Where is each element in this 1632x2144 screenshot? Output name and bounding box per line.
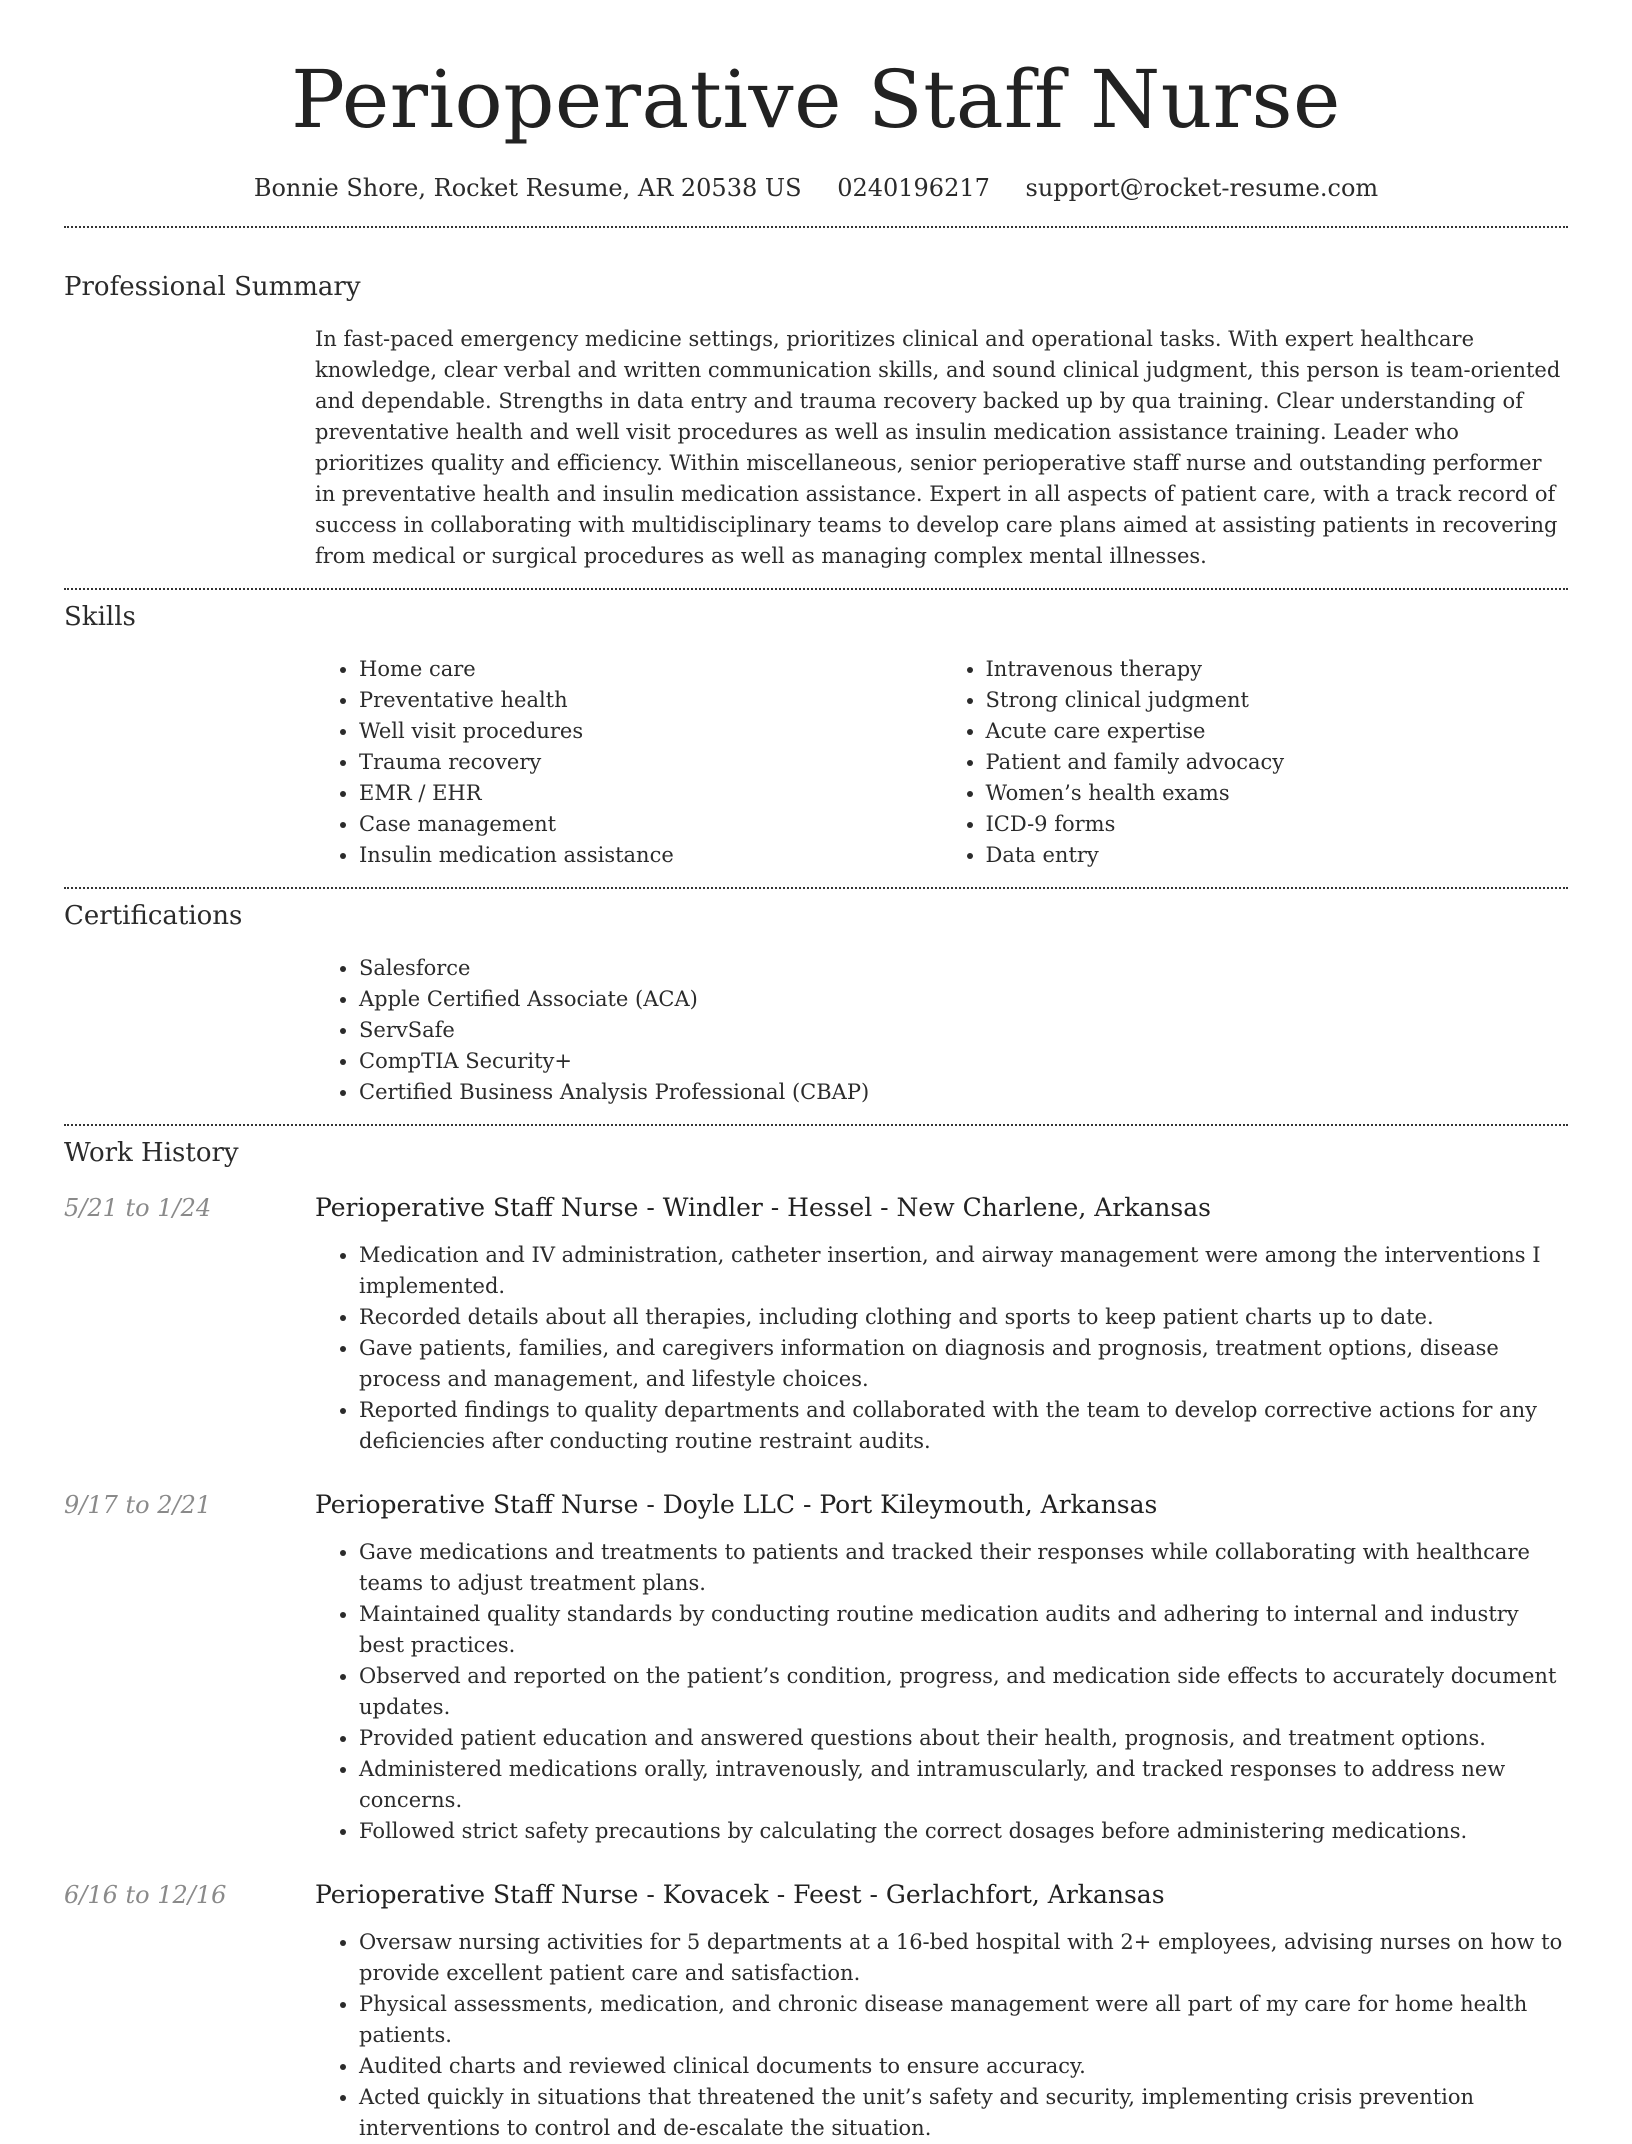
list-item: • Physical assessments, medication, and chronic disease management were all part of my care for home health patients. bbox=[359, 1989, 1568, 2051]
list-item: • Women’s health exams bbox=[986, 778, 1569, 809]
job-bullets bbox=[315, 1927, 1568, 2144]
work-section bbox=[64, 1136, 1568, 2144]
list-item: • Salesforce bbox=[359, 953, 1568, 984]
list-item: • Well visit procedures bbox=[359, 716, 942, 747]
job-entry bbox=[64, 1192, 1568, 1457]
job-dates: 9/17 to 2/21 bbox=[64, 1491, 212, 1519]
list-item: • Recorded details about all therapies, including clothing and sports to keep patient charts up to date. bbox=[359, 1302, 1568, 1333]
summary-text: In fast-paced emergency medicine settings, prioritizes clinical and operational tasks. With expert healthcare knowledge, clear verbal and written communication skills, and sound clinical judgment, this person is team-oriented and dependable. Strengths in data entry and trauma recovery backed up by qua training. Clear understanding of preventative health and well visit procedures as well as insulin medication assistance training. Leader who prioritizes quality and efficiency. Within miscellaneous, senior perioperative staff nurse and outstanding performer in preventative health and insulin medication assistance. Expert in all aspects of patient care, with a track record of success in collaborating with multidisciplinary teams to develop care plans aimed at assisting patients in recovering from medical or surgical procedures as well as managing complex mental illnesses. bbox=[315, 327, 1561, 568]
list-item: • Insulin medication assistance bbox=[359, 840, 942, 871]
list-item: • Medication and IV administration, catheter insertion, and airway management were among the interventions I implemented. bbox=[359, 1240, 1568, 1302]
divider bbox=[64, 1124, 1568, 1126]
job-entry bbox=[64, 1489, 1568, 1847]
contact-address: Bonnie Shore, Rocket Resume, AR 20538 US bbox=[253, 174, 802, 202]
job-title: Perioperative Staff Nurse - Windler - Hessel - New Charlene, Arkansas bbox=[315, 1193, 1211, 1222]
job-dates: 6/16 to 12/16 bbox=[64, 1881, 227, 1909]
skills-list-right bbox=[942, 654, 1569, 871]
skills-heading: Skills bbox=[64, 602, 136, 632]
job-entry bbox=[64, 1879, 1568, 2144]
summary-section bbox=[64, 270, 1568, 572]
list-item: • Data entry bbox=[986, 840, 1569, 871]
list-item: • Gave patients, families, and caregivers information on diagnosis and prognosis, treatment options, disease process and management, and lifestyle choices. bbox=[359, 1333, 1568, 1395]
contact-email[interactable]: support@rocket-resume.com bbox=[1025, 174, 1379, 202]
skills-list-left bbox=[315, 654, 942, 871]
summary-heading: Professional Summary bbox=[64, 272, 361, 302]
divider bbox=[64, 887, 1568, 889]
list-item: • Provided patient education and answered questions about their health, prognosis, and treatment options. bbox=[359, 1723, 1568, 1754]
skills-section bbox=[64, 600, 1568, 871]
list-item: • Audited charts and reviewed clinical documents to ensure accuracy. bbox=[359, 2051, 1568, 2082]
list-item: • Intravenous therapy bbox=[986, 654, 1569, 685]
job-title: Perioperative Staff Nurse - Doyle LLC - Port Kileymouth, Arkansas bbox=[315, 1490, 1158, 1519]
list-item: • Strong clinical judgment bbox=[986, 685, 1569, 716]
list-item: • Reported findings to quality departments and collaborated with the team to develop corrective actions for any deficiencies after conducting routine restraint audits. bbox=[359, 1395, 1568, 1457]
list-item: • Gave medications and treatments to patients and tracked their responses while collaborating with healthcare teams to adjust treatment plans. bbox=[359, 1537, 1568, 1599]
list-item: • Acted quickly in situations that threatened the unit’s safety and security, implementing crisis prevention interventions to control and de-escalate the situation. bbox=[359, 2082, 1568, 2144]
list-item: • ICD-9 forms bbox=[986, 809, 1569, 840]
list-item: • Case management bbox=[359, 809, 942, 840]
job-title: Perioperative Staff Nurse - Kovacek - Feest - Gerlachfort, Arkansas bbox=[315, 1880, 1165, 1909]
list-item: • Apple Certified Associate (ACA) bbox=[359, 984, 1568, 1015]
contact-line bbox=[64, 172, 1568, 204]
list-item: • Maintained quality standards by conducting routine medication audits and adhering to internal and industry best practices. bbox=[359, 1599, 1568, 1661]
list-item: • Trauma recovery bbox=[359, 747, 942, 778]
list-item: • ServSafe bbox=[359, 1015, 1568, 1046]
contact-phone: 0240196217 bbox=[837, 174, 990, 202]
list-item: • Administered medications orally, intravenously, and intramuscularly, and tracked responses to address new concerns. bbox=[359, 1754, 1568, 1816]
list-item: • Preventative health bbox=[359, 685, 942, 716]
list-item: • Oversaw nursing activities for 5 departments at a 16-bed hospital with 2+ employees, advising nurses on how to provide excellent patient care and satisfaction. bbox=[359, 1927, 1568, 1989]
certifications-heading: Certifications bbox=[64, 901, 243, 931]
divider bbox=[64, 226, 1568, 228]
job-bullets bbox=[315, 1240, 1568, 1457]
certifications-list bbox=[315, 953, 1568, 1108]
list-item: • Observed and reported on the patient’s condition, progress, and medication side effects to accurately document updates. bbox=[359, 1661, 1568, 1723]
work-heading: Work History bbox=[64, 1138, 239, 1168]
list-item: • Acute care expertise bbox=[986, 716, 1569, 747]
list-item: • Certified Business Analysis Professional (CBAP) bbox=[359, 1077, 1568, 1108]
list-item: • EMR / EHR bbox=[359, 778, 942, 809]
list-item: • Followed strict safety precautions by calculating the correct dosages before administering medications. bbox=[359, 1816, 1568, 1847]
list-item: • Patient and family advocacy bbox=[986, 747, 1569, 778]
list-item: • CompTIA Security+ bbox=[359, 1046, 1568, 1077]
resume-page bbox=[64, 0, 1568, 2144]
skills-grid bbox=[315, 654, 1568, 871]
job-dates: 5/21 to 1/24 bbox=[64, 1194, 212, 1222]
job-bullets bbox=[315, 1537, 1568, 1847]
resume-title: Perioperative Staff Nurse bbox=[291, 53, 1341, 146]
list-item: • Home care bbox=[359, 654, 942, 685]
certifications-section bbox=[64, 899, 1568, 1108]
divider bbox=[64, 588, 1568, 590]
